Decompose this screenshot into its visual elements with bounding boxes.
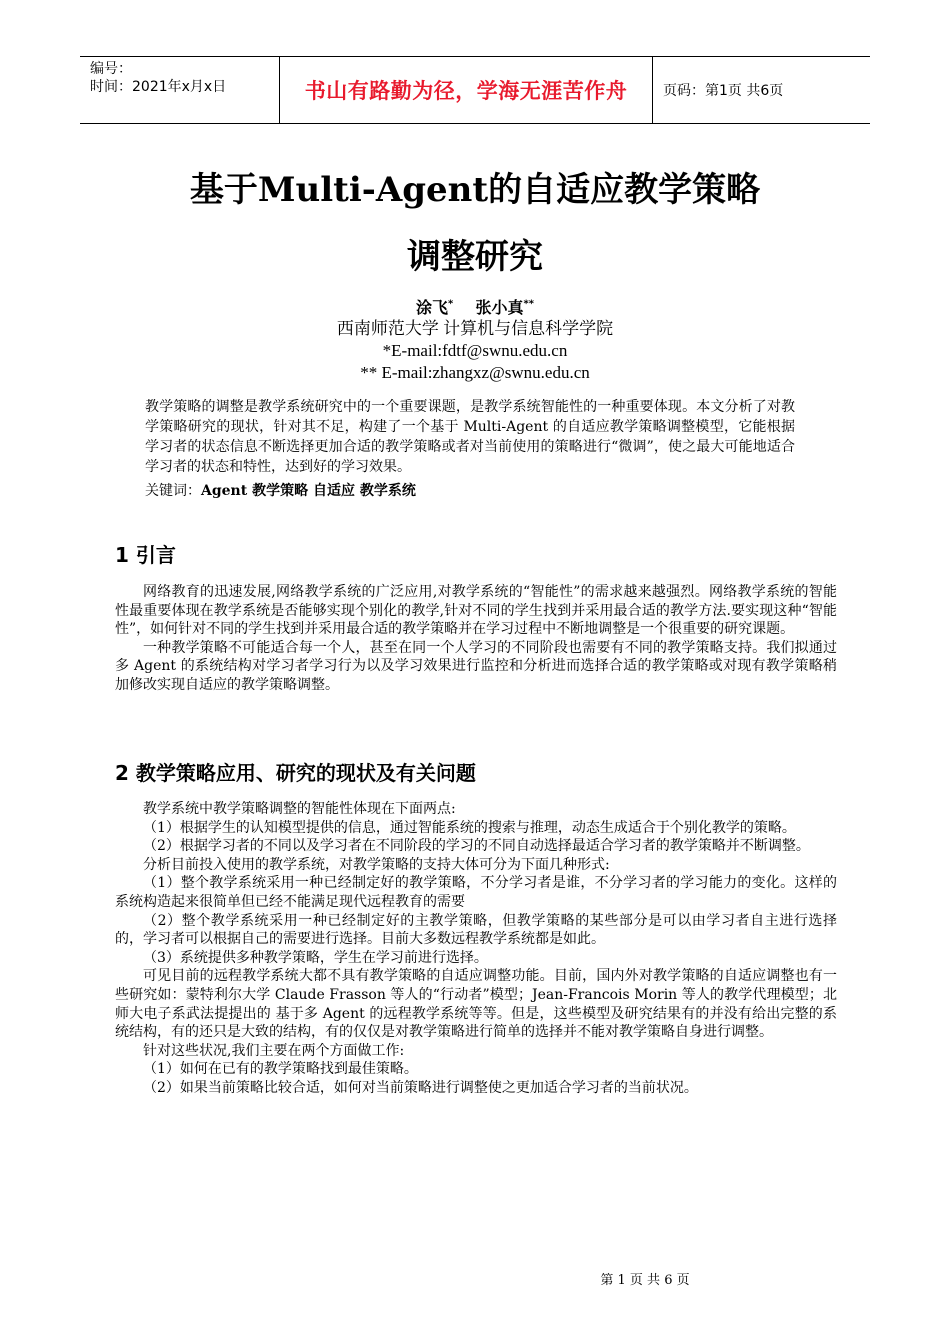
paragraph: （2）根据学习者的不同以及学习者在不同阶段的学习的不同自动选择最适合学习者的教学策略并不断调整。	[143, 838, 810, 855]
affiliation-school: 西南师范大学 计算机与信息科学学院	[336, 319, 614, 338]
authors	[0, 295, 950, 318]
paragraph: 教学系统中教学策略调整的智能性体现在下面两点:	[143, 801, 456, 817]
paragraph: （3）系统提供多种教学策略，学生在学习前进行选择。	[143, 949, 488, 966]
keywords	[145, 481, 795, 501]
page-header	[80, 56, 870, 124]
paragraph: 分析目前投入使用的教学系统，对教学策略的支持大体可分为下面几种形式:	[143, 856, 610, 873]
affiliation-email-1: *E-mail:fdtf@swnu.edu.cn	[382, 341, 568, 360]
paragraph: 可见目前的远程教学系统大都不具有教学策略的自适应调整功能。目前，国内外对教学策略的自适应调整也有一些研究如：蒙特利尔大学 Claude Frasson 等人的“行动者”模型；Jean-Francois Morin 等人的教学代理模型；北师大电子系武法提提出的 基于多 Agent 的远程教学系统等等。但是，这些模型及研究结果有的并没有给出完整的系统结构，有的还只是大致的结构，有的仅仅是对教学策略进行简单的选择并不能对教学策略自身进行调整。	[115, 968, 837, 1041]
author-2-mark: **	[523, 298, 534, 310]
author-1-mark: *	[448, 298, 454, 310]
paper-title-line2: 调整研究	[407, 237, 543, 277]
paragraph: 针对这些状况,我们主要在两个方面做工作:	[143, 1042, 405, 1059]
paragraph: （1）整个教学系统采用一种已经制定好的教学策略，不分学习者是谁，不分学习者的学习能力的变化。这样的系统构造起来很简单但已经不能满足现代远程教育的需要	[115, 875, 837, 910]
section-1-heading: 1 引言	[115, 543, 176, 567]
keywords-label: 关键词：	[145, 483, 201, 499]
paragraph: 一种教学策略不可能适合每一个人，甚至在同一个人学习的不同阶段也需要有不同的教学策略支持。我们拟通过多 Agent 的系统结构对学习者学习行为以及学习效果进行监控和分析进而选择合适的教学策略或对现有教学策略稍加修改实现自适应的教学策略调整。	[115, 639, 837, 693]
header-page-code: 页码：第1页 共6页	[663, 83, 784, 99]
page-footer: 第 1 页 共 6 页	[600, 1273, 690, 1288]
header-motto: 书山有路勤为径，学海无涯苦作舟	[280, 57, 653, 123]
author-2: 张小真	[475, 298, 524, 317]
paragraph: （2）整个教学系统采用一种已经制定好的主教学策略，但教学策略的某些部分是可以由学习者自主进行选择的，学习者可以根据自己的需要进行选择。目前大多数远程教学系统都是如此。	[115, 912, 837, 948]
section-2-heading: 2 教学策略应用、研究的现状及有关问题	[115, 761, 476, 785]
section-2-body	[115, 800, 837, 1098]
author-1: 涂飞	[415, 298, 448, 317]
section-1-body	[115, 583, 837, 695]
header-meta	[80, 57, 280, 123]
number-label: 编号：	[90, 61, 132, 77]
abstract: 教学策略的调整是教学系统研究中的一个重要课题，是教学系统智能性的一种重要体现。本文分析了对教学策略研究的现状，针对其不足，构建了一个基于 Multi-Agent 的自适应教学策略调整模型，它能根据学习者的状态信息不断选择更加合适的教学策略或者对当前使用的策略进行“微调”，使之最大可能地适合学习者的状态和特性，达到好的学习效果。	[145, 399, 795, 475]
affiliation-email-2: ** E-mail:zhangxz@swnu.edu.cn	[360, 363, 590, 382]
keywords-value: Agent 教学策略 自适应 教学系统	[201, 483, 416, 499]
time-label: 时间：2021年x月x日	[90, 79, 227, 95]
paragraph: （1）根据学生的认知模型提供的信息，通过智能系统的搜索与推理，动态生成适合于个别化教学的策略。	[143, 819, 796, 836]
paper-title-line1: 基于Multi-Agent的自适应教学策略	[189, 170, 761, 210]
paragraph: 网络教育的迅速发展,网络教学系统的广泛应用,对教学系统的“智能性”的需求越来越强烈。网络教学系统的智能性最重要体现在教学系统是否能够实现个别化的教学,针对不同的学生找到并采用最合适的教学方法.要实现这种“智能性”，如何针对不同的学生找到并采用最合适的教学策略并在学习过程中不断地调整是一个很重要的研究课题。	[115, 584, 837, 638]
paragraph: （2）如果当前策略比较合适，如何对当前策略进行调整使之更加适合学习者的当前状况。	[143, 1079, 698, 1096]
paragraph: （1）如何在已有的教学策略找到最佳策略。	[143, 1061, 418, 1078]
